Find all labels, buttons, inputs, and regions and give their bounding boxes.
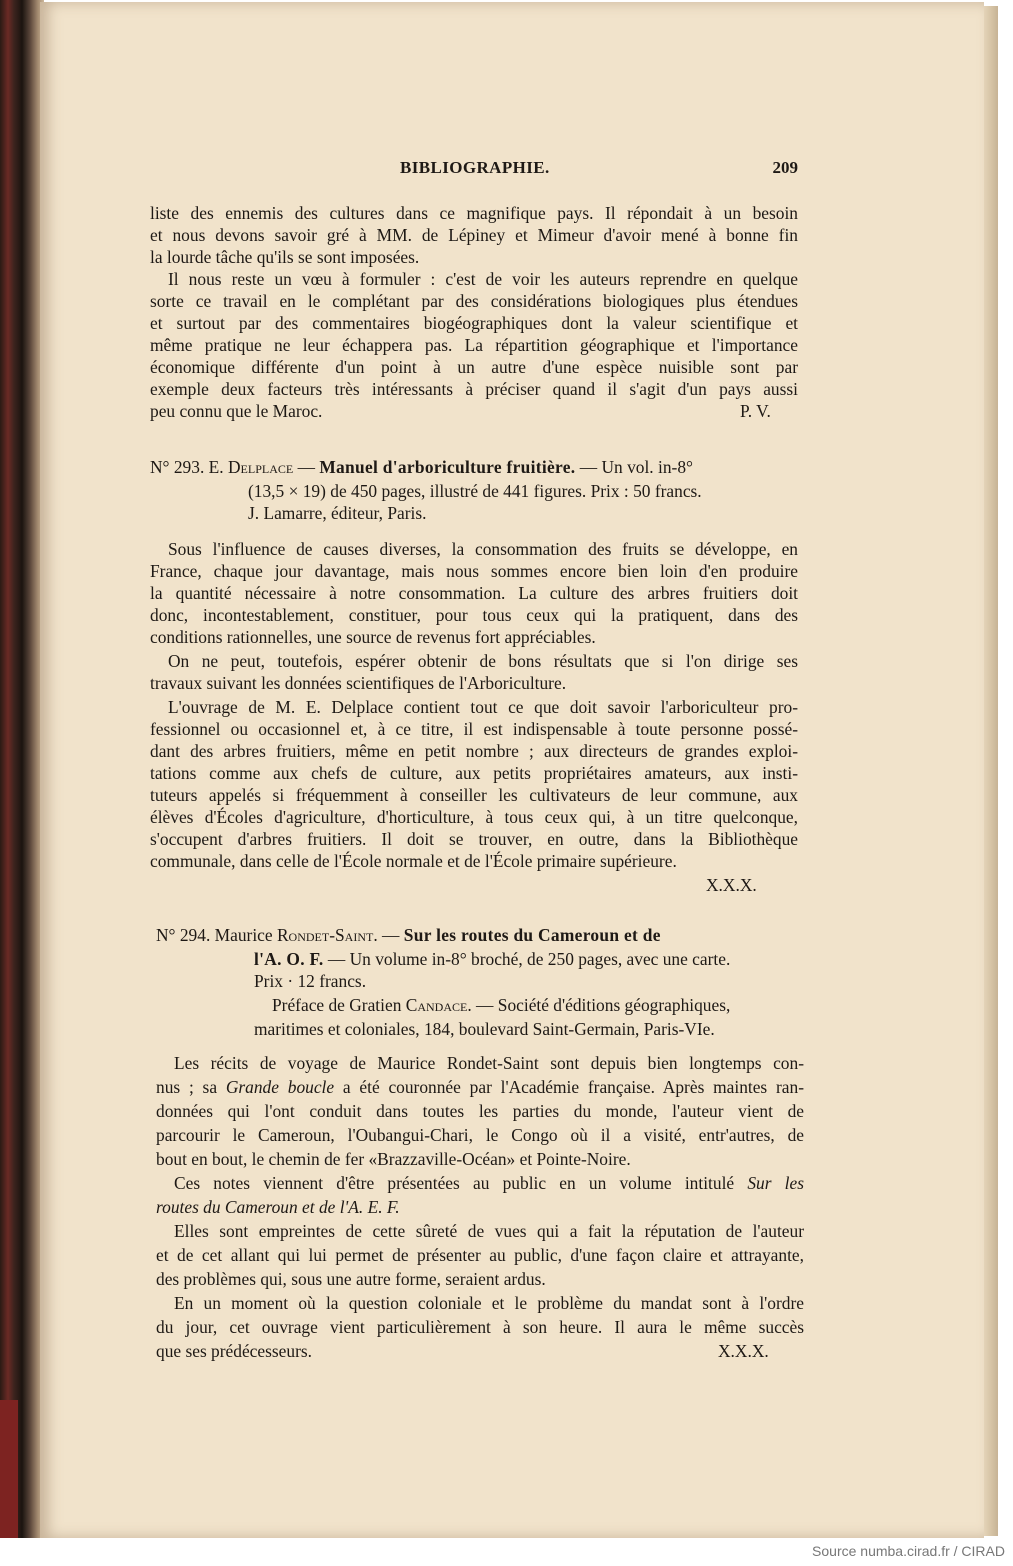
italic-title: Sur les — [747, 1173, 805, 1193]
book-title: Manuel d'arboriculture fruitière. — [319, 457, 576, 477]
book-spine — [0, 0, 44, 1538]
book-meta: — Un volume in-8° broché, de 250 pages, avec une carte. — [323, 949, 731, 969]
text-line: et de cet allant qui lui permet de présenter au public, d'une façon claire et attrayante, — [156, 1245, 804, 1265]
entry-number: N° 293. — [150, 457, 205, 477]
review-signature: P. V. — [740, 401, 771, 421]
italic-title: routes du Cameroun et de l'A. E. F. — [156, 1197, 400, 1217]
author-first-name: Maurice — [214, 925, 277, 945]
text-line: données qui l'ont conduit dans toutes les parties du monde, l'auteur vient de — [156, 1101, 804, 1121]
text-segment: a été couronnée par l'Académie française. Après maintes ran- — [334, 1077, 804, 1097]
text-line: exemple deux facteurs très intéressants à préciser quand il s'agit d'un pays aussi — [150, 379, 798, 399]
publisher-text: . — Société d'éditions géographiques, — [467, 995, 731, 1015]
text-line: tations comme aux chefs de culture, aux petits propriétaires amateurs, aux insti- — [150, 763, 798, 783]
source-credit: Source numba.cirad.fr / CIRAD — [812, 1543, 1005, 1559]
publisher-line: J. Lamarre, éditeur, Paris. — [248, 503, 427, 523]
text-line: On ne peut, toutefois, espérer obtenir de bons résultats que si l'on dirige ses — [168, 651, 798, 671]
text-line: bout en bout, le chemin de fer «Brazzaville-Océan» et Pointe-Noire. — [156, 1149, 631, 1169]
text-line: travaux suivant les données scientifiques de l'Arboriculture. — [150, 673, 567, 693]
text-line: Elles sont empreintes de cette sûreté de vues qui a fait la réputation de l'auteur — [174, 1221, 804, 1241]
text-line: Les récits de voyage de Maurice Rondet-Saint sont depuis bien longtemps con- — [174, 1053, 804, 1073]
text-segment: Ces notes viennent d'être présentées au public en un volume intitulé — [174, 1173, 748, 1193]
text-line: tuteurs appelés si fréquemment à conseiller les cultivateurs de leur commune, aux — [150, 785, 798, 805]
book-meta: — Un vol. in-8° — [575, 457, 693, 477]
text-line: élèves d'Écoles d'agriculture, d'horticulture, à tous ceux qui, à un titre quelconque, — [150, 807, 798, 827]
text-line: parcourir le Cameroun, l'Oubangui-Chari, le Congo où il a visité, entr'autres, de — [156, 1125, 804, 1145]
text-line: conditions rationnelles, une source de revenus fort appréciables. — [150, 627, 596, 647]
entry-heading — [150, 456, 693, 478]
text-segment: nus ; sa — [156, 1077, 226, 1097]
text-line: même pratique ne leur échappera pas. La répartition géographique et l'importance — [150, 335, 798, 355]
text-line: L'ouvrage de M. E. Delplace contient tout ce que doit savoir l'arboriculteur pro- — [168, 697, 798, 717]
book-title-continued: l'A. O. F. — [254, 949, 324, 969]
text-line: En un moment où la question coloniale et le problème du mandat sont à l'ordre — [174, 1293, 804, 1313]
author-initial: E. — [208, 457, 228, 477]
text-line: liste des ennemis des cultures dans ce magnifique pays. Il répondait à un besoin — [150, 203, 798, 223]
text-line: France, chaque jour davantage, mais nous sommes encore bien loin d'en produire — [150, 561, 798, 581]
text-line: la lourde tâche qu'ils se sont imposées. — [150, 247, 420, 267]
preface-line — [272, 994, 730, 1016]
text-line: économique différente d'un point à un autre d'une espèce nuisible sont par — [150, 357, 798, 377]
page-stack-edge — [984, 6, 998, 1536]
heading-dash: . — — [373, 925, 404, 945]
heading-dash: — — [293, 457, 320, 477]
entry-heading — [156, 924, 661, 946]
price-line: Prix · 12 francs. — [254, 971, 367, 991]
entry-heading-line — [254, 948, 730, 970]
book-title: Sur les routes du Cameroun et de — [403, 925, 661, 945]
book-spine-red-band — [0, 1400, 18, 1538]
text-line: communale, dans celle de l'École normale et de l'École primaire supérieure. — [150, 851, 677, 871]
text-line — [156, 1196, 400, 1218]
text-line: dant des arbres fruitiers, même en petit nombre ; aux directeurs de grandes exploi- — [150, 741, 798, 761]
entry-number: N° 294. — [156, 925, 211, 945]
page-number: 209 — [772, 158, 798, 177]
preface-author: Candace — [405, 995, 468, 1015]
text-line: fessionnel ou occasionnel et, à ce titre, il est indispensable à toute personne possé- — [150, 719, 798, 739]
text-line: sorte ce travail en le complétant par des considérations biologiques plus étendues — [150, 291, 798, 311]
author-name: Delplace — [227, 457, 294, 477]
preface-text: Préface de Gratien — [272, 995, 406, 1015]
text-line: et nous devons savoir gré à MM. de Lépiney et Mimeur d'avoir mené à bonne fin — [150, 225, 798, 245]
text-line: que ses prédécesseurs. — [156, 1341, 312, 1361]
text-line: donc, incontestablement, constituer, pour tous ceux qui la pratiquent, dans des — [150, 605, 798, 625]
header-title: BIBLIOGRAPHIE. — [400, 158, 550, 177]
review-signature: X.X.X. — [718, 1341, 769, 1361]
text-line: des problèmes qui, sous une autre forme, seraient ardus. — [156, 1269, 546, 1289]
review-signature: X.X.X. — [706, 875, 757, 895]
text-line: Sous l'influence de causes diverses, la consommation des fruits se développe, en — [168, 539, 798, 559]
text-line: du jour, cet ouvrage vient particulièrement à son heure. Il aura le même succès — [156, 1317, 804, 1337]
text-line: Il nous reste un vœu à formuler : c'est de voir les auteurs reprendre en quelque — [168, 269, 798, 289]
text-line: s'occupent d'arbres fruitiers. Il doit se trouver, en outre, dans la Bibliothèque — [150, 829, 798, 849]
book-meta-line: (13,5 × 19) de 450 pages, illustré de 441 figures. Prix : 50 francs. — [248, 481, 702, 501]
text-line: la quantité nécessaire à notre consommation. La culture des arbres fruitiers doit — [150, 583, 798, 603]
text-line — [174, 1172, 804, 1194]
italic-title: Grande boucle — [225, 1077, 335, 1097]
text-line: et surtout par des commentaires biogéographiques dont la valeur scientifique et — [150, 313, 798, 333]
author-name: Rondet-Saint — [276, 925, 374, 945]
publisher-address: maritimes et coloniales, 184, boulevard Saint-Germain, Paris-VIe. — [254, 1019, 715, 1039]
text-line — [156, 1076, 804, 1098]
text-line: peu connu que le Maroc. — [150, 401, 323, 421]
